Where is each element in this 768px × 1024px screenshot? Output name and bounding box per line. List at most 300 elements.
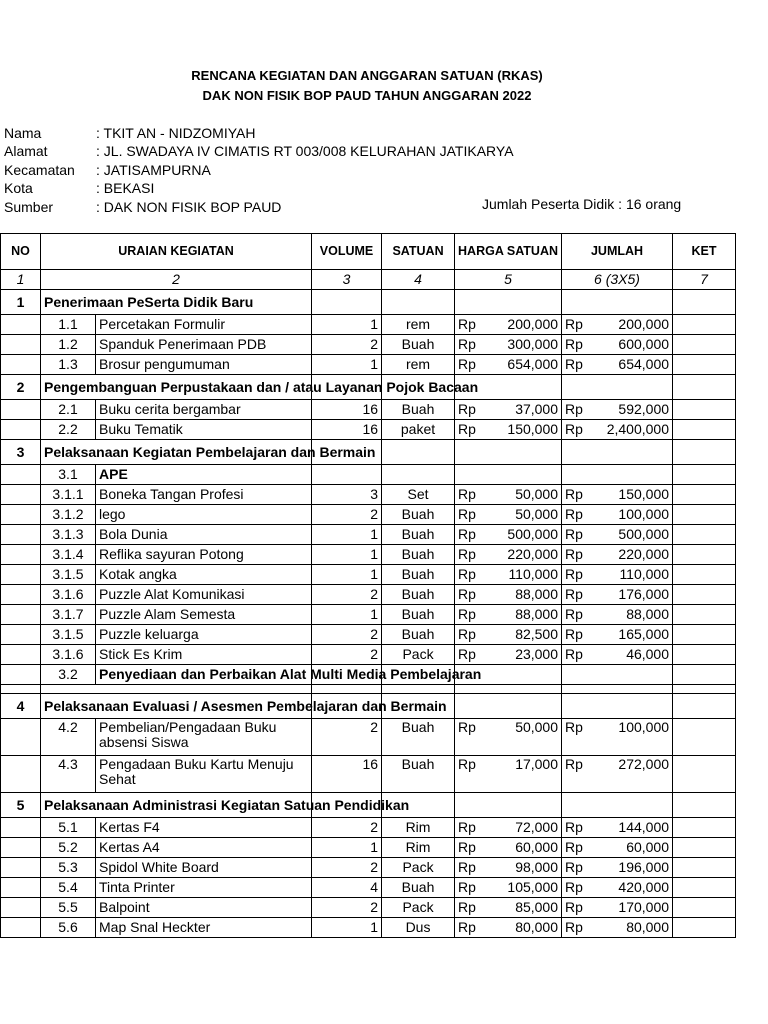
currency-label: Rp <box>458 336 476 352</box>
item-jumlah <box>562 400 673 420</box>
empty-cell <box>455 465 562 485</box>
empty-cell <box>382 685 455 694</box>
currency-label: Rp <box>565 546 583 562</box>
item-description: Puzzle Alat Komunikasi <box>96 585 312 605</box>
item-volume: 2 <box>312 645 382 665</box>
item-volume: 1 <box>312 565 382 585</box>
item-ket <box>673 485 736 505</box>
index-cell: 5 <box>455 270 562 290</box>
item-volume: 2 <box>312 898 382 918</box>
item-harga-satuan <box>455 719 562 756</box>
currency-label: Rp <box>458 606 476 622</box>
item-ket <box>673 315 736 335</box>
item-harga-satuan <box>455 400 562 420</box>
item-harga-satuan <box>455 605 562 625</box>
amount-value: 88,000 <box>515 586 559 602</box>
empty-cell <box>1 898 41 918</box>
section-row <box>1 694 736 719</box>
item-volume: 2 <box>312 625 382 645</box>
empty-cell <box>562 440 673 465</box>
table-row <box>1 719 736 756</box>
section-row <box>1 290 736 315</box>
amount-value: 654,000 <box>507 356 559 372</box>
amount-value: 60,000 <box>626 839 670 855</box>
item-ket <box>673 335 736 355</box>
currency-label: Rp <box>458 646 476 662</box>
currency-label: Rp <box>565 919 583 935</box>
empty-cell <box>1 719 41 756</box>
item-jumlah <box>562 605 673 625</box>
section-title: Pelaksanaan Administrasi Kegiatan Satuan Pendidikan <box>41 793 312 818</box>
item-description: Puzzle Alam Semesta <box>96 605 312 625</box>
empty-cell <box>312 290 382 315</box>
item-jumlah <box>562 719 673 756</box>
item-ket <box>673 565 736 585</box>
index-cell: 2 <box>41 270 312 290</box>
item-volume: 1 <box>312 525 382 545</box>
info-label-kota: Kota <box>4 180 33 196</box>
empty-cell <box>1 525 41 545</box>
jumlah-peserta: Jumlah Peserta Didik : 16 orang <box>482 196 682 212</box>
empty-cell <box>1 645 41 665</box>
item-volume: 2 <box>312 335 382 355</box>
amount-value: 85,000 <box>515 899 559 915</box>
item-jumlah <box>562 858 673 878</box>
item-description: Tinta Printer <box>96 878 312 898</box>
item-volume: 1 <box>312 355 382 375</box>
item-volume: 2 <box>312 818 382 838</box>
amount-value: 150,000 <box>618 486 670 502</box>
currency-label: Rp <box>565 859 583 875</box>
item-number: 5.5 <box>41 898 96 918</box>
item-description: Boneka Tangan Profesi <box>96 485 312 505</box>
section-title: Penerimaan PeSerta Didik Baru <box>41 290 312 315</box>
item-harga-satuan <box>455 858 562 878</box>
amount-value: 165,000 <box>618 626 670 642</box>
item-description: Pengadaan Buku Kartu Menuju Sehat <box>96 756 312 793</box>
currency-label: Rp <box>458 356 476 372</box>
empty-cell <box>673 694 736 719</box>
item-description: Spidol White Board <box>96 858 312 878</box>
item-satuan: rem <box>382 315 455 335</box>
empty-cell <box>1 485 41 505</box>
currency-label: Rp <box>458 566 476 582</box>
currency-label: Rp <box>458 919 476 935</box>
item-ket <box>673 585 736 605</box>
currency-label: Rp <box>458 899 476 915</box>
table-row <box>1 878 736 898</box>
amount-value: 592,000 <box>618 401 670 417</box>
item-harga-satuan <box>455 335 562 355</box>
empty-cell <box>673 465 736 485</box>
table-row <box>1 420 736 440</box>
item-harga-satuan <box>455 315 562 335</box>
item-satuan: Pack <box>382 898 455 918</box>
amount-value: 100,000 <box>618 719 670 735</box>
empty-cell <box>455 694 562 719</box>
index-cell: 7 <box>673 270 736 290</box>
amount-value: 60,000 <box>515 839 559 855</box>
item-description: Balpoint <box>96 898 312 918</box>
currency-label: Rp <box>565 819 583 835</box>
empty-cell <box>673 665 736 685</box>
info-value-nama: : TKIT AN - NIDZOMIYAH <box>96 125 256 141</box>
item-jumlah <box>562 355 673 375</box>
empty-cell <box>673 375 736 400</box>
header-ket: KET <box>673 234 736 270</box>
empty-cell <box>1 665 41 685</box>
currency-label: Rp <box>458 401 476 417</box>
item-ket <box>673 898 736 918</box>
item-volume: 1 <box>312 838 382 858</box>
empty-cell <box>1 545 41 565</box>
index-cell: 3 <box>312 270 382 290</box>
info-value-kota: : BEKASI <box>96 180 155 196</box>
currency-label: Rp <box>565 486 583 502</box>
currency-label: Rp <box>458 719 476 735</box>
table-row <box>1 485 736 505</box>
item-satuan: Pack <box>382 645 455 665</box>
section-number: 4 <box>1 694 41 719</box>
amount-value: 88,000 <box>515 606 559 622</box>
item-jumlah <box>562 878 673 898</box>
amount-value: 80,000 <box>626 919 670 935</box>
item-harga-satuan <box>455 485 562 505</box>
item-number: 3.1.5 <box>41 565 96 585</box>
item-ket <box>673 918 736 938</box>
currency-label: Rp <box>458 586 476 602</box>
amount-value: 110,000 <box>508 566 559 582</box>
item-jumlah <box>562 505 673 525</box>
item-satuan: Buah <box>382 585 455 605</box>
item-jumlah <box>562 420 673 440</box>
currency-label: Rp <box>565 566 583 582</box>
item-ket <box>673 505 736 525</box>
amount-value: 144,000 <box>618 819 670 835</box>
item-ket <box>673 625 736 645</box>
item-volume: 16 <box>312 400 382 420</box>
empty-cell <box>673 440 736 465</box>
item-satuan: Buah <box>382 625 455 645</box>
item-jumlah <box>562 315 673 335</box>
empty-cell <box>1 335 41 355</box>
item-harga-satuan <box>455 505 562 525</box>
empty-cell <box>41 685 312 694</box>
table-row <box>1 585 736 605</box>
item-ket <box>673 355 736 375</box>
item-number: 3.1.2 <box>41 505 96 525</box>
header-jumlah: JUMLAH <box>562 234 673 270</box>
item-satuan: Buah <box>382 605 455 625</box>
item-satuan: Buah <box>382 545 455 565</box>
item-description: Pembelian/Pengadaan Buku absensi Siswa <box>96 719 312 756</box>
item-ket <box>673 525 736 545</box>
item-number: 2.2 <box>41 420 96 440</box>
header-volume: VOLUME <box>312 234 382 270</box>
item-description: Kertas A4 <box>96 838 312 858</box>
currency-label: Rp <box>458 859 476 875</box>
section-title: Pengembanguan Perpustakaan dan / atau Layanan Pojok Bacaan <box>41 375 312 400</box>
empty-cell <box>1 400 41 420</box>
amount-value: 46,000 <box>626 646 670 662</box>
empty-cell <box>562 694 673 719</box>
item-jumlah <box>562 645 673 665</box>
item-number: 5.6 <box>41 918 96 938</box>
amount-value: 80,000 <box>515 919 559 935</box>
item-satuan: Buah <box>382 505 455 525</box>
table-row <box>1 525 736 545</box>
item-ket <box>673 400 736 420</box>
item-number: 5.1 <box>41 818 96 838</box>
item-harga-satuan <box>455 525 562 545</box>
item-number: 4.3 <box>41 756 96 793</box>
currency-label: Rp <box>565 506 583 522</box>
item-description: Map Snal Heckter <box>96 918 312 938</box>
item-harga-satuan <box>455 818 562 838</box>
table-row <box>1 665 736 685</box>
table-row <box>1 838 736 858</box>
amount-value: 600,000 <box>618 336 670 352</box>
item-satuan: Buah <box>382 400 455 420</box>
empty-cell <box>382 440 455 465</box>
item-jumlah <box>562 585 673 605</box>
item-jumlah <box>562 565 673 585</box>
item-number: 3.2 <box>41 665 96 685</box>
empty-cell <box>455 793 562 818</box>
subsection-title: APE <box>96 465 312 485</box>
amount-value: 200,000 <box>507 316 559 332</box>
amount-value: 88,000 <box>626 606 670 622</box>
table-row <box>1 756 736 793</box>
empty-cell <box>673 290 736 315</box>
item-ket <box>673 878 736 898</box>
currency-label: Rp <box>458 626 476 642</box>
amount-value: 98,000 <box>515 859 559 875</box>
item-harga-satuan <box>455 355 562 375</box>
item-jumlah <box>562 918 673 938</box>
section-row <box>1 375 736 400</box>
item-ket <box>673 838 736 858</box>
item-jumlah <box>562 485 673 505</box>
item-satuan: Pack <box>382 858 455 878</box>
item-volume: 1 <box>312 545 382 565</box>
item-harga-satuan <box>455 756 562 793</box>
table-row <box>1 355 736 375</box>
header-satuan: SATUAN <box>382 234 455 270</box>
empty-cell <box>673 685 736 694</box>
info-label-nama: Nama <box>4 125 42 141</box>
amount-value: 500,000 <box>507 526 559 542</box>
empty-cell <box>673 793 736 818</box>
table-row <box>1 625 736 645</box>
section-number: 2 <box>1 375 41 400</box>
empty-cell <box>1 918 41 938</box>
table-row <box>1 335 736 355</box>
item-ket <box>673 818 736 838</box>
amount-value: 150,000 <box>507 421 559 437</box>
currency-label: Rp <box>458 756 476 772</box>
item-harga-satuan <box>455 545 562 565</box>
item-description: Puzzle keluarga <box>96 625 312 645</box>
empty-cell <box>455 685 562 694</box>
document-subtitle: DAK NON FISIK BOP PAUD TAHUN ANGGARAN 2022 <box>202 88 532 103</box>
item-ket <box>673 756 736 793</box>
info-value-sumber: : DAK NON FISIK BOP PAUD <box>96 199 282 215</box>
amount-value: 50,000 <box>515 486 559 502</box>
table-row <box>1 685 736 694</box>
item-description: Percetakan Formulir <box>96 315 312 335</box>
currency-label: Rp <box>565 526 583 542</box>
currency-label: Rp <box>565 756 583 772</box>
item-number: 1.3 <box>41 355 96 375</box>
currency-label: Rp <box>565 719 583 735</box>
item-description: Kertas F4 <box>96 818 312 838</box>
currency-label: Rp <box>458 526 476 542</box>
info-value-kecamatan: : JATISAMPURNA <box>96 162 211 178</box>
index-cell: 1 <box>1 270 41 290</box>
amount-value: 176,000 <box>618 586 670 602</box>
item-harga-satuan <box>455 645 562 665</box>
item-number: 5.4 <box>41 878 96 898</box>
section-number: 5 <box>1 793 41 818</box>
amount-value: 500,000 <box>618 526 670 542</box>
index-cell: 4 <box>382 270 455 290</box>
table-row <box>1 505 736 525</box>
item-description: Stick Es Krim <box>96 645 312 665</box>
subsection-title: Penyediaan dan Perbaikan Alat Multi Media Pembelajaran <box>96 665 312 685</box>
amount-value: 82,500 <box>515 626 559 642</box>
item-jumlah <box>562 898 673 918</box>
item-volume: 1 <box>312 605 382 625</box>
item-number: 4.2 <box>41 719 96 756</box>
currency-label: Rp <box>458 819 476 835</box>
empty-cell <box>1 355 41 375</box>
item-description: Brosur pengumuman <box>96 355 312 375</box>
currency-label: Rp <box>565 646 583 662</box>
empty-cell <box>1 605 41 625</box>
amount-value: 300,000 <box>507 336 559 352</box>
item-description: Spanduk Penerimaan PDB <box>96 335 312 355</box>
item-harga-satuan <box>455 565 562 585</box>
empty-cell <box>562 665 673 685</box>
item-number: 1.1 <box>41 315 96 335</box>
item-volume: 2 <box>312 585 382 605</box>
item-volume: 4 <box>312 878 382 898</box>
index-cell: 6 (3X5) <box>562 270 673 290</box>
item-satuan: Set <box>382 485 455 505</box>
item-ket <box>673 858 736 878</box>
empty-cell <box>562 375 673 400</box>
item-number: 3.1.4 <box>41 545 96 565</box>
empty-cell <box>382 290 455 315</box>
empty-cell <box>1 465 41 485</box>
item-satuan: Buah <box>382 335 455 355</box>
amount-value: 50,000 <box>515 506 559 522</box>
item-description: lego <box>96 505 312 525</box>
amount-value: 50,000 <box>515 719 559 735</box>
currency-label: Rp <box>458 316 476 332</box>
item-number: 3.1.1 <box>41 485 96 505</box>
rkas-table <box>0 233 736 938</box>
currency-label: Rp <box>565 899 583 915</box>
item-ket <box>673 605 736 625</box>
item-satuan: Buah <box>382 565 455 585</box>
item-number: 3.1 <box>41 465 96 485</box>
item-description: Reflika sayuran Potong <box>96 545 312 565</box>
empty-cell <box>1 565 41 585</box>
section-number: 1 <box>1 290 41 315</box>
item-harga-satuan <box>455 838 562 858</box>
empty-cell <box>1 505 41 525</box>
item-volume: 16 <box>312 420 382 440</box>
item-satuan: Dus <box>382 918 455 938</box>
item-harga-satuan <box>455 585 562 605</box>
item-jumlah <box>562 756 673 793</box>
item-volume: 3 <box>312 485 382 505</box>
amount-value: 23,000 <box>515 646 559 662</box>
currency-label: Rp <box>458 486 476 502</box>
item-number: 3.1.5 <box>41 625 96 645</box>
amount-value: 72,000 <box>515 819 559 835</box>
amount-value: 17,000 <box>515 756 559 772</box>
document-title: RENCANA KEGIATAN DAN ANGGARAN SATUAN (RKAS) <box>191 68 543 83</box>
table-row <box>1 918 736 938</box>
item-volume: 2 <box>312 505 382 525</box>
empty-cell <box>1 756 41 793</box>
item-volume: 16 <box>312 756 382 793</box>
section-title: Pelaksanaan Evaluasi / Asesmen Pembelajaran dan Bermain <box>41 694 312 719</box>
table-row <box>1 465 736 485</box>
item-description: Kotak angka <box>96 565 312 585</box>
amount-value: 220,000 <box>507 546 559 562</box>
item-ket <box>673 645 736 665</box>
empty-cell <box>1 685 41 694</box>
empty-cell <box>562 685 673 694</box>
currency-label: Rp <box>565 839 583 855</box>
empty-cell <box>312 685 382 694</box>
item-harga-satuan <box>455 918 562 938</box>
item-harga-satuan <box>455 625 562 645</box>
empty-cell <box>455 290 562 315</box>
item-jumlah <box>562 335 673 355</box>
currency-label: Rp <box>565 586 583 602</box>
info-value-alamat: : JL. SWADAYA IV CIMATIS RT 003/008 KELURAHAN JATIKARYA <box>96 143 514 159</box>
item-satuan: Rim <box>382 838 455 858</box>
item-volume: 1 <box>312 918 382 938</box>
empty-cell <box>562 465 673 485</box>
currency-label: Rp <box>458 421 476 437</box>
currency-label: Rp <box>565 606 583 622</box>
section-row <box>1 440 736 465</box>
item-harga-satuan <box>455 420 562 440</box>
amount-value: 200,000 <box>618 316 670 332</box>
item-jumlah <box>562 625 673 645</box>
item-number: 2.1 <box>41 400 96 420</box>
item-ket <box>673 719 736 756</box>
table-row <box>1 605 736 625</box>
table-row <box>1 565 736 585</box>
item-number: 1.2 <box>41 335 96 355</box>
item-number: 3.1.6 <box>41 645 96 665</box>
amount-value: 105,000 <box>507 879 559 895</box>
item-number: 3.1.7 <box>41 605 96 625</box>
item-number: 3.1.6 <box>41 585 96 605</box>
amount-value: 170,000 <box>618 899 670 915</box>
amount-value: 110,000 <box>619 566 670 582</box>
section-title: Pelaksanaan Kegiatan Pembelajaran dan Bermain <box>41 440 312 465</box>
item-number: 3.1.3 <box>41 525 96 545</box>
item-harga-satuan <box>455 878 562 898</box>
